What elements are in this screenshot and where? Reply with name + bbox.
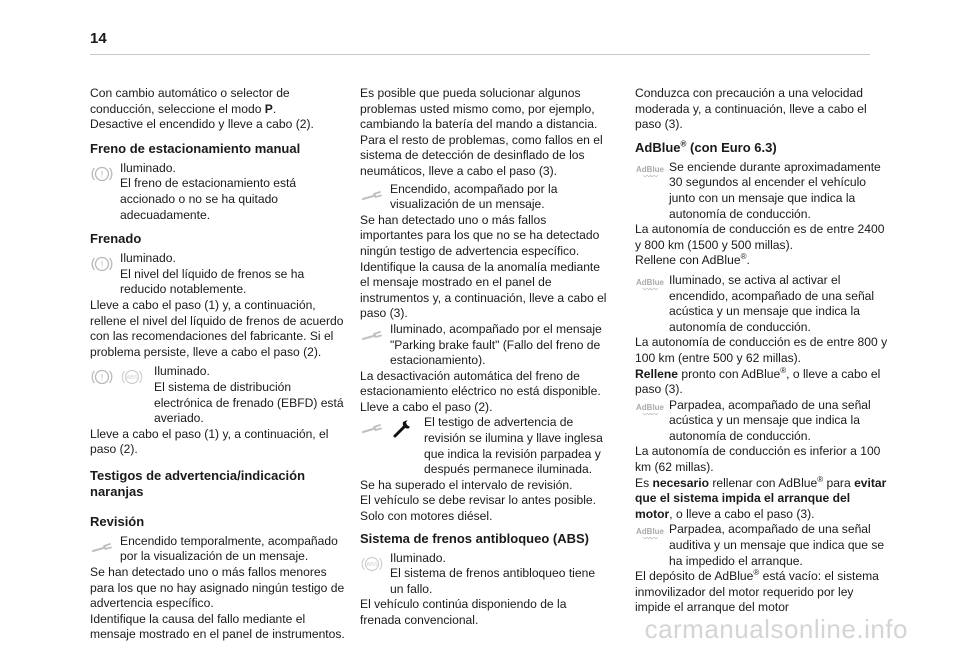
brake-warning-icon [90, 252, 114, 276]
section-heading-adblue: AdBlue® (con Euro 6.3) [635, 139, 777, 155]
abs-icon [360, 552, 384, 576]
paragraph: Desactive el encendido y lleve a cabo (2). [90, 117, 314, 132]
adblue-icon: AdBlue 〰〰 [636, 277, 664, 294]
adblue-icon: AdBlue 〰〰 [636, 164, 664, 181]
indicator-abs: ABS Iluminado. El sistema de frenos antibloqueo tiene un fallo. El vehículo continúa disponiendo de la frenada convencional. [360, 550, 596, 627]
indicator-adblue-range-high: AdBlue 〰〰 Se enciende durante aproximadamente 30 segundos al encender el vehículo junto con un mensaje que indica la autonomía de conducción. La autonomía de conducción es de entre 2400 y 800 km (1500 y 500 millas). Rellene con AdBlue®. [635, 159, 885, 268]
indicator-adblue-range-medium: AdBlue 〰〰 Iluminado, se activa al activar el encendido, acompañado de una señal acústica y un mensaje que indica la autonomía de conducción. La autonomía de conducción es de entre 800 y 100 km (entre 500 y 62 millas). Rellene pronto con AdBlue®, o lleve a cabo el paso (3). [635, 272, 888, 397]
abs-icon [120, 365, 144, 389]
watermark: carmanualsonline.info [644, 614, 908, 644]
indicator-major-fault: Encendido, acompañado por la visualización de un mensaje. Se han detectado uno o más fallos importantes para los que no se ha detectado ningún testigo de advertencia específico. Identifique la causa de la anomalía mediante el mensaje mostrado en el panel de instrumentos y, a continuación, lleve a cabo el paso (3). [360, 181, 607, 321]
indicator-ebfd: ! ABS Iluminado. El sistema de distribución electrónica de frenado (EBFD) está averiado. Lleve a cabo el paso (1) y, a continuación, el paso (2). [90, 364, 344, 457]
spanner-icon [390, 416, 414, 440]
indicator-adblue-range-low: AdBlue 〰〰 Parpadea, acompañado de una señal acústica y un mensaje que indica la autonomía de conducción. La autonomía de conducción es inferior a 100 km (62 millas). Es necesario rellenar con AdBlue® para evitar que el sistema impida el arranque del motor, o lleve a cabo el paso (3). [635, 397, 887, 521]
column-1 [90, 86, 348, 643]
svg-text:ABS: ABS [126, 375, 138, 382]
svg-text:!: ! [100, 259, 104, 270]
indicator-parking-brake-fault: Iluminado, acompañado por el mensaje "Parking brake fault" (Fallo del freno de estacionamiento). La desactivación automática del freno de estacionamiento eléctrico no está disponible. Lleve a cabo el paso (2). [360, 321, 602, 414]
paragraph: Es posible que pueda solucionar algunos problemas usted mismo como, por ejemplo, cambiando la batería del mando a distancia. [360, 86, 598, 132]
indicator-service-due: El testigo de advertencia de revisión se ilumina y llave inglesa que indica la revisión parpadea y después permanece iluminada. Se ha superado el intervalo de revisión. El vehículo se debe revisar lo antes posible. Solo con motores diésel. [360, 415, 603, 524]
indicator-parking-brake: ! Iluminado. El freno de estacionamiento está accionado o no se ha quitado adecuadamente. [90, 161, 348, 223]
page-number: 14 [90, 30, 107, 47]
adblue-icon: AdBlue 〰〰 [636, 402, 664, 419]
wrench-icon [360, 323, 384, 347]
brake-warning-icon [90, 365, 114, 389]
svg-text:!: ! [100, 169, 104, 180]
svg-text:!: ! [100, 372, 104, 383]
section-heading-abs: Sistema de frenos antibloqueo (ABS) [360, 530, 589, 546]
column-3 [635, 86, 889, 616]
adblue-icon: AdBlue 〰〰 [636, 527, 664, 544]
paragraph: Conduzca con precaución a una velocidad moderada y, a continuación, lleve a cabo el paso (3). [635, 86, 867, 132]
indicator-adblue-empty: AdBlue 〰〰 Parpadea, acompañado de una señal auditiva y un mensaje que indica que se ha impedido el arranque. El depósito de AdBlue® está vacío: el sistema inmovilizador del motor requerido por ley impide el arranque del motor [635, 522, 885, 615]
section-heading-braking: Frenado [90, 231, 142, 247]
column-2 [360, 86, 610, 629]
paragraph: Para el resto de problemas, como fallos en el sistema de detección de desinflado de los neumáticos, lleve a cabo el paso (3). [360, 132, 603, 178]
paragraph: Con cambio automático o selector de conducción, seleccione el modo P. [90, 86, 290, 116]
wrench-icon [360, 183, 384, 207]
header-divider [90, 54, 870, 55]
wrench-icon [90, 535, 114, 559]
svg-text:ABS: ABS [366, 561, 378, 568]
section-heading-parking-brake: Freno de estacionamiento manual [90, 140, 301, 156]
indicator-service: Encendido temporalmente, acompañado por la visualización de un mensaje. Se han detectado uno o más fallos menores para los que no hay asignado ningún testigo de advertencia específico. Identifique la causa del fallo mediante el mensaje mostrado en el panel de instrumentos. [90, 533, 345, 642]
section-heading-orange-lights: Testigos de advertencia/indicación naranjas [90, 467, 306, 499]
brake-warning-icon [90, 162, 114, 186]
section-heading-service: Revisión [90, 513, 145, 529]
wrench-icon [360, 416, 384, 440]
indicator-brake-fluid: ! Iluminado. El nivel del líquido de frenos se ha reducido notablemente. Lleve a cabo el paso (1) y, a continuación, rellene el nivel del líquido de frenos de acuerdo con las recomendaciones del fabricante. Si el problema persiste, lleve a cabo el paso (2). [90, 251, 344, 359]
